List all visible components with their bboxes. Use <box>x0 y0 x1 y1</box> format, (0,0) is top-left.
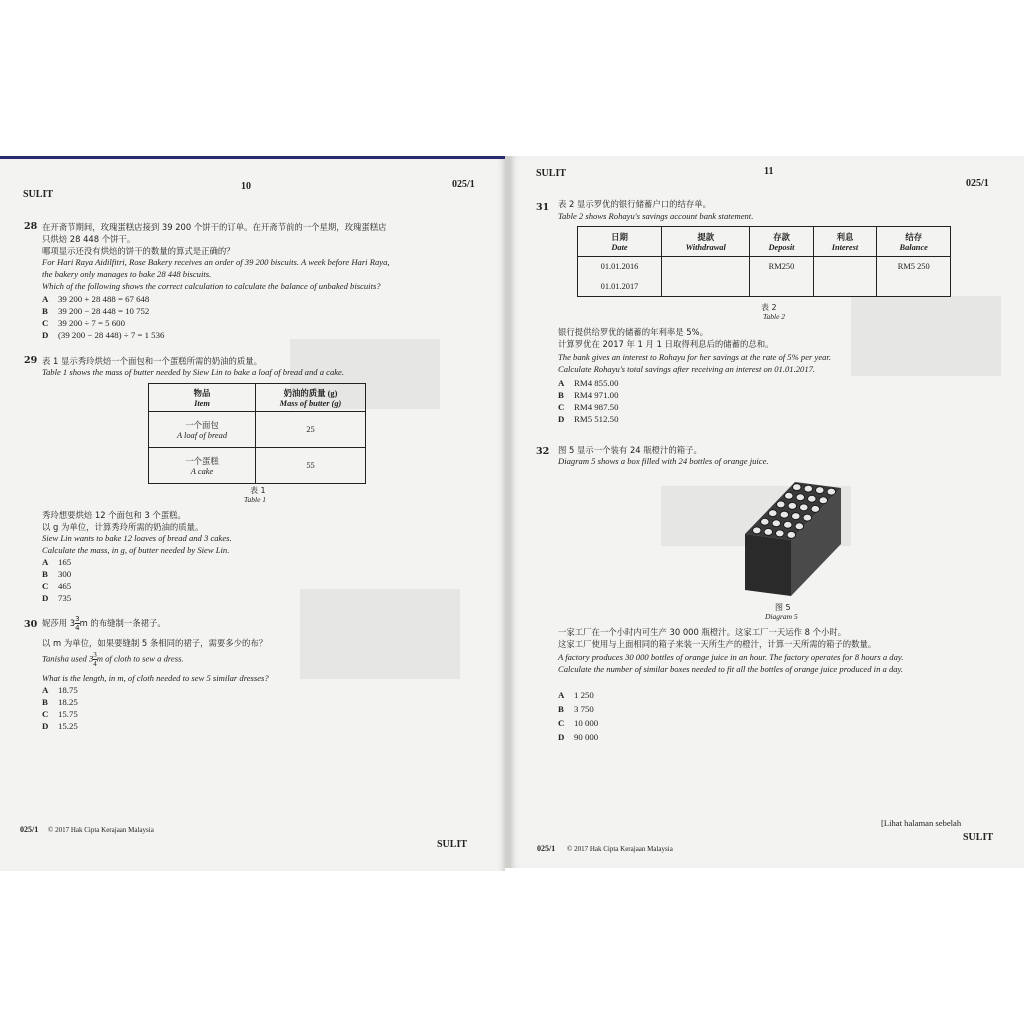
page-number: 11 <box>764 166 774 177</box>
answer-option-a[interactable]: A 18.75 <box>42 685 78 695</box>
answer-option-d[interactable]: D 90 000 <box>558 732 599 742</box>
bottle-cap <box>819 497 827 504</box>
butter-mass-table <box>148 383 366 484</box>
sulit-label: SULIT <box>23 189 54 200</box>
question-text-zh: 以 m 为单位，如果要缝制 5 条相同的裙子，需要多少的布？ <box>42 638 268 648</box>
bottle-cap <box>772 520 780 527</box>
bank-statement-table <box>577 226 951 297</box>
fraction: $\frac{3}{4}$ <box>75 615 80 632</box>
question-text-en: Tanisha used 3 $\frac{3}{4}$ m of cloth to sew a dress. <box>42 651 184 668</box>
bottle-cap <box>795 523 803 530</box>
bottle-cap <box>811 506 819 513</box>
question-text-en: the bakery only manages to bake 28 448 biscuits. <box>42 269 212 279</box>
question-text-zh: 哪项显示还没有烘焙的饼干的数量的算式是正确的？ <box>42 246 235 256</box>
answer-option-d[interactable]: D 15.25 <box>42 721 78 731</box>
bottle-cap <box>808 495 816 502</box>
question-number: 32 <box>536 446 550 457</box>
bottle-cap <box>796 494 804 501</box>
paper-code: 025/1 <box>452 179 475 190</box>
footer-sulit: SULIT <box>437 839 468 850</box>
question-number: 31 <box>536 202 550 213</box>
orange-juice-box-diagram <box>739 474 843 598</box>
question-text-en: Which of the following shows the correct calculation to calculate the balance of unbaked biscuits? <box>42 281 381 291</box>
bottle-cap <box>764 529 772 536</box>
answer-option-c[interactable]: C RM4 987.50 <box>558 402 619 412</box>
bottle-cap <box>788 503 796 510</box>
bottle-cap <box>827 488 835 495</box>
table-row: 01.01.2016 RM250 RM5 250 <box>578 257 951 277</box>
question-text-zh: 计算罗优在 2017 年 1 月 1 日取得利息后的储蓄的总和。 <box>558 339 774 349</box>
bottle-cap <box>784 521 792 528</box>
table-header: 存款 Deposit <box>750 227 813 257</box>
answer-option-a[interactable]: A 39 200 + 28 488 = 67 648 <box>42 294 150 304</box>
answer-option-b[interactable]: B 18.25 <box>42 697 78 707</box>
answer-option-c[interactable]: C 10 000 <box>558 718 599 728</box>
bottle-cap <box>804 485 812 492</box>
question-text-en: Calculate Rohayu's total savings after receiving an interest on 01.01.2017. <box>558 364 816 374</box>
question-text-zh: 图 5 显示一个装有 24 瓶橙汁的箱子。 <box>558 445 702 455</box>
answer-option-b[interactable]: B 3 750 <box>558 704 594 714</box>
bottle-cap <box>769 510 777 517</box>
table-header: 日期 Date <box>578 227 662 257</box>
question-text-zh: 妮莎用 3 $\frac{3}{4}$ m 的布缝制一条裙子。 <box>42 615 166 632</box>
box-front <box>745 534 791 596</box>
table-caption-en: Table 1 <box>244 495 267 504</box>
table-row: 一个面包 A loaf of bread 25 <box>149 412 366 448</box>
table-header: 利息 Interest <box>813 227 877 257</box>
paper-code: 025/1 <box>966 178 989 189</box>
table-row: 01.01.2017 <box>578 277 951 297</box>
answer-option-a[interactable]: A RM4 855.00 <box>558 378 619 388</box>
right-page <box>511 156 1024 868</box>
question-text-en: Calculate the number of similar boxes needed to fit all the bottles of orange juice produced in a day. <box>558 664 904 674</box>
bottle-cap <box>785 492 793 499</box>
question-text-zh: 这家工厂使用与上面相同的箱子来装一天所生产的橙汁，计算一天所需的箱子的数量。 <box>558 639 877 649</box>
diagram-caption-en: Diagram 5 <box>765 612 798 621</box>
table-header: 奶油的质量 (g) Mass of butter (g) <box>256 384 366 412</box>
table-caption-en: Table 2 <box>763 312 786 321</box>
table-row: 一个蛋糕 A cake 55 <box>149 448 366 484</box>
table-header: 结存 Balance <box>877 227 951 257</box>
question-text-zh: 秀玲想要烘焙 12 个面包和 3 个蛋糕。 <box>42 510 186 520</box>
footer-copyright: © 2017 Hak Cipta Kerajaan Malaysia <box>48 826 154 834</box>
question-text-zh: 银行提供给罗优的储蓄的年利率是 5%。 <box>558 327 708 337</box>
question-text-en: Table 1 shows the mass of butter needed by Siew Lin to bake a loaf of bread and a cake. <box>42 367 345 377</box>
answer-option-b[interactable]: B 300 <box>42 569 72 579</box>
question-text-en: For Hari Raya Aidilfitri, Rose Bakery receives an order of 39 200 biscuits. A week before Hari Raya, <box>42 257 390 267</box>
bottle-cap <box>753 527 761 534</box>
question-text-zh: 表 2 显示罗优的银行储蓄户口的结存单。 <box>558 199 712 209</box>
question-text-en: A factory produces 30 000 bottles of orange juice in an hour. The factory operates for 8 hours a day. <box>558 652 904 662</box>
question-text-en: Siew Lin wants to bake 12 loaves of bread and 3 cakes. <box>42 533 232 543</box>
question-text-en: What is the length, in m, of cloth needed to sew 5 similar dresses? <box>42 673 269 683</box>
question-text-zh: 一家工厂在一个小时内可生产 30 000 瓶橙汁。这家工厂一天运作 8 个小时。 <box>558 627 847 637</box>
answer-option-c[interactable]: C 465 <box>42 581 72 591</box>
answer-option-d[interactable]: D 735 <box>42 593 72 603</box>
fraction: $\frac{3}{4}$ <box>93 651 97 668</box>
bottle-cap <box>793 484 801 491</box>
question-number: 29 <box>24 355 38 366</box>
bottle-cap <box>776 530 784 537</box>
question-number: 28 <box>24 221 38 232</box>
answer-option-a[interactable]: A 165 <box>42 557 72 567</box>
question-text-zh: 只烘焙 28 448 个饼干。 <box>42 234 136 244</box>
question-text-en: Calculate the mass, in g, of butter needed by Siew Lin. <box>42 545 230 555</box>
answer-option-c[interactable]: C 15.75 <box>42 709 78 719</box>
answer-option-a[interactable]: A 1 250 <box>558 690 594 700</box>
turn-page-note: [Lihat halaman sebelah <box>881 818 962 828</box>
question-text-en: Diagram 5 shows a box filled with 24 bottles of orange juice. <box>558 456 769 466</box>
footer-code: 025/1 <box>537 844 556 853</box>
diagram-caption-zh: 图 5 <box>775 603 791 612</box>
footer-sulit: SULIT <box>963 832 994 843</box>
footer-code: 025/1 <box>20 825 39 834</box>
question-text-zh: 以 g 为单位，计算秀玲所需的奶油的质量。 <box>42 522 204 532</box>
answer-option-d[interactable]: D (39 200 − 28 448) ÷ 7 = 1 536 <box>42 330 165 340</box>
table-header: 提款 Withdrawal <box>661 227 749 257</box>
exam-page-spread <box>0 156 1024 868</box>
page-number: 10 <box>241 181 251 192</box>
answer-option-d[interactable]: D RM5 512.50 <box>558 414 619 424</box>
bottle-cap <box>792 513 800 520</box>
bottle-cap <box>800 504 808 511</box>
table-header: 物品 Item <box>149 384 256 412</box>
left-page <box>0 156 505 871</box>
sulit-label: SULIT <box>536 168 567 179</box>
question-text-en: Table 2 shows Rohayu's savings account bank statement. <box>558 211 754 221</box>
question-text-en: The bank gives an interest to Rohayu for her savings at the rate of 5% per year. <box>558 352 831 362</box>
table-caption-zh: 表 1 <box>250 486 266 495</box>
bottle-cap <box>787 532 795 539</box>
question-text-zh: 表 1 显示秀玲烘焙一个面包和一个蛋糕所需的奶油的质量。 <box>42 356 263 366</box>
table-caption-zh: 表 2 <box>761 303 777 312</box>
footer-copyright: © 2017 Hak Cipta Kerajaan Malaysia <box>567 845 673 853</box>
answer-option-c[interactable]: C 39 200 ÷ 7 = 5 600 <box>42 318 125 328</box>
bottle-cap <box>761 518 769 525</box>
answer-option-b[interactable]: B RM4 971.00 <box>558 390 619 400</box>
bottle-cap <box>816 487 824 494</box>
question-text-zh: 在开斋节期间，玫瑰蛋糕店接到 39 200 个饼干的订单。在开斋节前的一个星期，玫瑰蛋糕店 <box>42 222 387 232</box>
bottle-cap <box>777 501 785 508</box>
bottle-cap <box>803 514 811 521</box>
question-number: 30 <box>24 619 38 630</box>
answer-option-b[interactable]: B 39 200 − 28 448 = 10 752 <box>42 306 150 316</box>
bottle-cap <box>780 511 788 518</box>
